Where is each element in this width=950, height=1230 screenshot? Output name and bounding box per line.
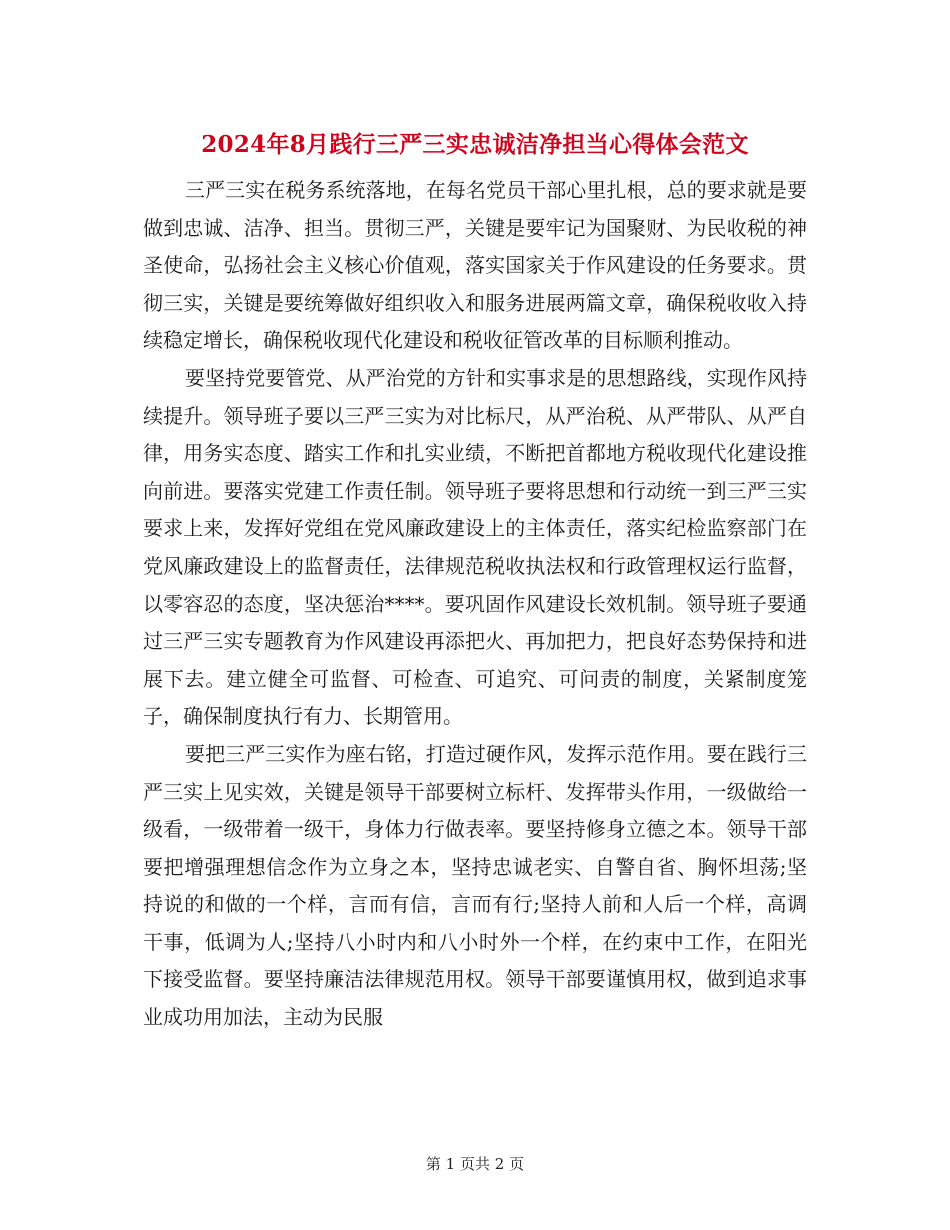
paragraph-3: 要把三严三实作为座右铭，打造过硬作风，发挥示范作用。要在践行三严三实上见实效，关键是领导干部要树立标杆、发挥带头作用，一级做给一级看，一级带着一级干，身体力行做表率。要坚持修身立德之本。领导干部要把增强理想信念作为立身之本，坚持忠诚老实、自警自省、胸怀坦荡;坚持说的和做的一个样，言而有信，言而有行;坚持人前和人后一个样，高调干事，低调为人;坚持八小时内和八小时外一个样，在约束中工作，在阳光下接受监督。要坚持廉洁法律规范用权。领导干部要谨慎用权，做到追求事业成功用加法，主动为民服 — [143, 741, 807, 1030]
paragraph-1: 三严三实在税务系统落地，在每名党员干部心里扎根，总的要求就是要做到忠诚、洁净、担当。贯彻三严，关键是要牢记为国聚财、为民收税的神圣使命，弘扬社会主义核心价值观，落实国家关于作风建设的任务要求。贯彻三实，关键是要统筹做好组织收入和服务进展两篇文章，确保税收收入持续稳定增长，确保税收现代化建设和税收征管改革的目标顺利推动。 — [143, 178, 807, 353]
document-title: 2024年8月践行三严三实忠诚洁净担当心得体会范文 — [201, 131, 749, 159]
page-number-footer: 第 1 页共 2 页 — [425, 1155, 525, 1173]
document-body — [143, 172, 807, 1037]
paragraph-2: 要坚持党要管党、从严治党的方针和实事求是的思想路线，实现作风持续提升。领导班子要以三严三实为对比标尺，从严治税、从严带队、从严自律，用务实态度、踏实工作和扎实业绩，不断把首都地方税收现代化建设推向前进。要落实党建工作责任制。领导班子要将思想和行动统一到三严三实要求上来，发挥好党组在党风廉政建设上的主体责任，落实纪检监察部门在党风廉政建设上的监督责任，法律规范税收执法权和行政管理权运行监督，以零容忍的态度，坚决惩治****。要巩固作风建设长效机制。领导班子要通过三严三实专题教育为作风建设再添把火、再加把力，把良好态势保持和进展下去。建立健全可监督、可检查、可追究、可问责的制度，关紧制度笼子，确保制度执行有力、长期管用。 — [143, 365, 807, 729]
